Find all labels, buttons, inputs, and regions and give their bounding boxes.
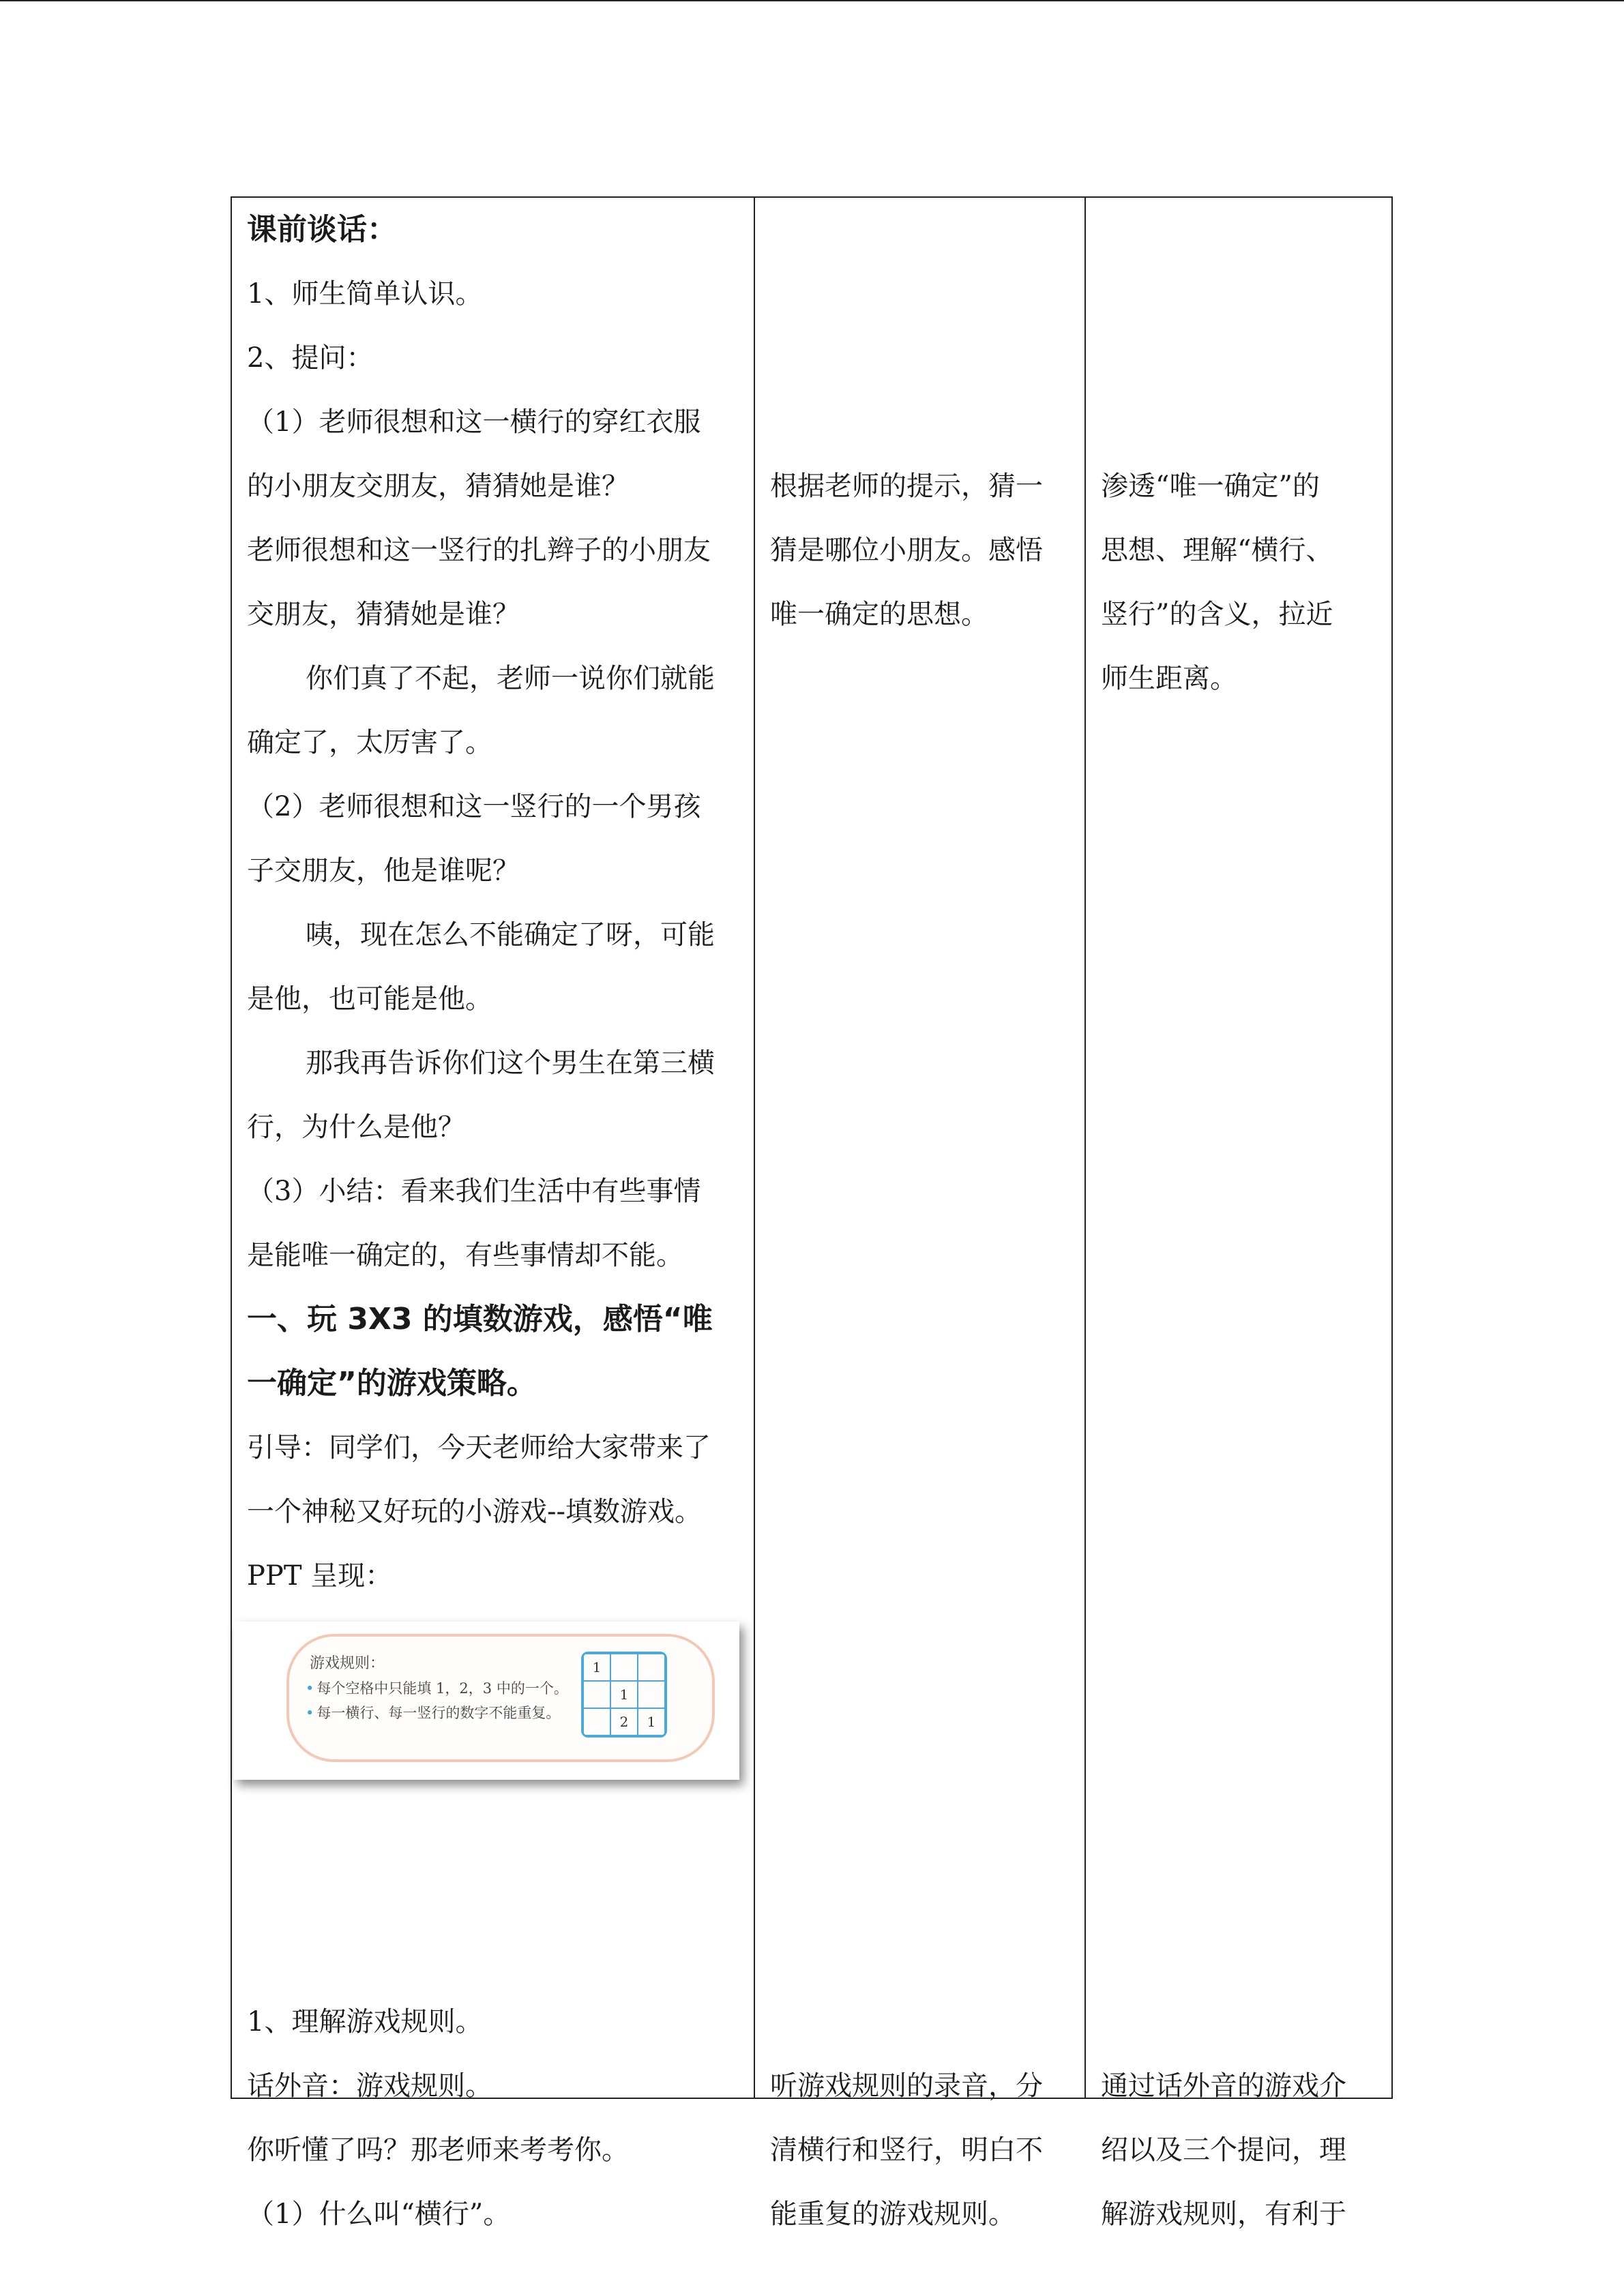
text-line: 一个神秘又好玩的小游戏--填数游戏。 [247,1496,703,1527]
text-line: 子交朋友，他是谁呢？ [247,855,520,886]
text-line: 那我再告诉你们这个男生在第三横 [306,1047,715,1079]
grid-cell: 1 [610,1681,638,1708]
bullet-icon: • [306,1705,314,1721]
lesson-table [231,196,1393,2230]
text-line: 老师很想和这一竖行的扎辫子的小朋友 [247,535,711,566]
text-line: 渗透“唯一确定”的 [1101,471,1320,502]
text-line: 的小朋友交朋友，猜猜她是谁？ [247,471,629,502]
page-top-border [0,0,1624,1]
section-heading: 一、玩 3X3 的填数游戏，感悟“唯 [247,1302,713,1337]
grid-cell [583,1708,610,1735]
teaching-process-column [232,198,754,2230]
text-line: 听游戏规则的录音，分 [770,2070,1043,2102]
text-line: 竖行”的含义，拉近 [1101,599,1333,630]
section-heading: 课前谈话： [247,212,397,247]
text-line: （2）老师很想和这一竖行的一个男孩 [247,791,701,822]
design-intent-column [1086,198,1393,2230]
text-line: 师生距离。 [1101,663,1237,694]
text-line: 思想、理解“横行、 [1101,535,1333,566]
text-line: 话外音：游戏规则。 [247,2070,492,2102]
text-line: 2、提问： [247,342,374,374]
text-line: 行，为什么是他？ [247,1112,465,1143]
text-line: 绍以及三个提问，理 [1101,2134,1346,2166]
text-line: 唯一确定的思想。 [770,599,988,630]
text-line: （1）老师很想和这一横行的穿红衣服 [247,406,701,438]
text-line: 能重复的游戏规则。 [770,2198,1016,2230]
text-line: 交朋友，猜猜她是谁？ [247,599,520,630]
text-line: 猜是哪位小朋友。感悟 [770,535,1043,566]
text-line: 确定了，太厉害了。 [247,727,492,758]
grid-cell [638,1681,665,1708]
text-line: 是能唯一确定的，有些事情却不能。 [247,1240,683,1271]
grid-cell [610,1654,638,1681]
grid-cell: 1 [638,1708,665,1735]
rule-item: • 每个空格中只能填 1，2，3 中的一个。 [306,1680,568,1697]
text-line: PPT 呈现： [247,1560,393,1592]
number-grid [581,1652,667,1738]
text-line: 清横行和竖行，明白不 [770,2134,1043,2166]
text-line: 1、师生简单认识。 [247,278,483,310]
student-activity-column [755,198,1084,2230]
text-line: 引导：同学们，今天老师给大家带来了 [247,1432,711,1463]
grid-cell [638,1654,665,1681]
section-heading: 一确定”的游戏策略。 [247,1366,537,1401]
grid-cell [583,1681,610,1708]
text-line: 根据老师的提示，猜一 [770,471,1043,502]
text-line: 你们真了不起，老师一说你们就能 [306,663,715,694]
text-line: 咦，现在怎么不能确定了呀，可能 [306,919,715,951]
ppt-slide-image [233,1622,739,1780]
grid-cell: 1 [583,1654,610,1681]
rule-item: • 每一横行、每一竖行的数字不能重复。 [306,1705,561,1721]
text-line: 你听懂了吗？那老师来考考你。 [247,2134,629,2166]
text-line: 1、理解游戏规则。 [247,2006,483,2038]
text-line: （3）小结：看来我们生活中有些事情 [247,1176,701,1207]
rules-title: 游戏规则： [310,1655,385,1672]
text-line: 解游戏规则，有利于 [1101,2198,1346,2230]
text-line: （1）什么叫“横行”。 [247,2198,511,2230]
bullet-icon: • [306,1680,314,1697]
grid-cell: 2 [610,1708,638,1735]
text-line: 是他，也可能是他。 [247,983,492,1015]
text-line: 通过话外音的游戏介 [1101,2070,1346,2102]
